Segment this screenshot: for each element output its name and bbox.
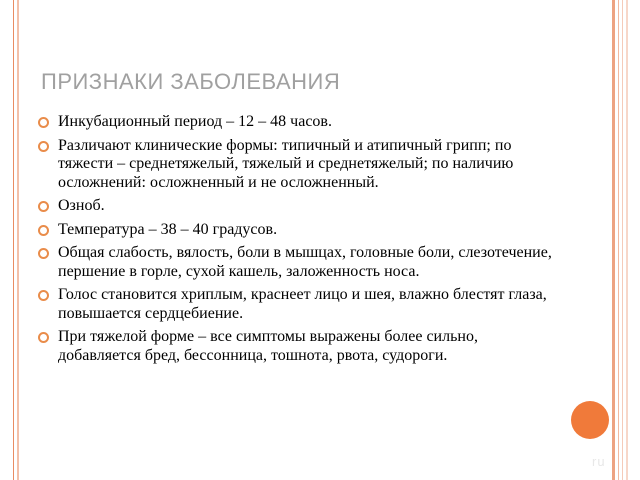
orange-circle-decoration <box>571 401 609 439</box>
right-accent-line <box>622 0 623 480</box>
right-accent-line <box>612 0 615 480</box>
bullet-list <box>38 113 558 370</box>
bullet-text: Инкубационный период – 12 – 48 часов. <box>58 113 332 130</box>
left-accent-line <box>17 0 19 480</box>
right-accent-line <box>618 0 619 480</box>
bullet-circle-icon <box>38 201 49 212</box>
bullet-text: Озноб. <box>58 197 105 214</box>
slide-title: ПРИЗНАКИ ЗАБОЛЕВАНИЯ <box>41 69 341 94</box>
watermark: ru <box>592 454 606 469</box>
bullet-circle-icon <box>38 225 49 236</box>
bullet-text: Голос становится хриплым, краснеет лицо и шея, влажно блестят глаза, повышается сердцебиение. <box>58 286 547 322</box>
bullet-circle-icon <box>38 141 49 152</box>
bullet-text: Общая слабость, вялость, боли в мышцах, головные боли, слезотечение, першение в горле, сухой кашель, заложенность носа. <box>58 244 552 280</box>
bullet-circle-icon <box>38 332 49 343</box>
bullet-text: Различают клинические формы: типичный и атипичный грипп; по тяжести – среднетяжелый, тяжелый и среднетяжелый; по наличию осложнений: осложненный и не осложненный. <box>58 136 514 191</box>
bullet-circle-icon <box>38 290 49 301</box>
bullet-circle-icon <box>38 248 49 259</box>
list-item <box>38 286 558 323</box>
list-item <box>38 197 558 216</box>
bullet-circle-icon <box>38 117 49 128</box>
list-item <box>38 244 558 281</box>
bullet-text: При тяжелой форме – все симптомы выражены более сильно, добавляется бред, бессонница, тошнота, рвота, судороги. <box>58 328 478 364</box>
list-item <box>38 137 558 193</box>
bullet-text: Температура – 38 – 40 градусов. <box>58 220 278 238</box>
list-item <box>38 113 558 132</box>
list-item <box>38 221 558 240</box>
left-accent-line <box>13 0 14 480</box>
list-item <box>38 328 558 365</box>
right-accent-line <box>626 0 628 480</box>
